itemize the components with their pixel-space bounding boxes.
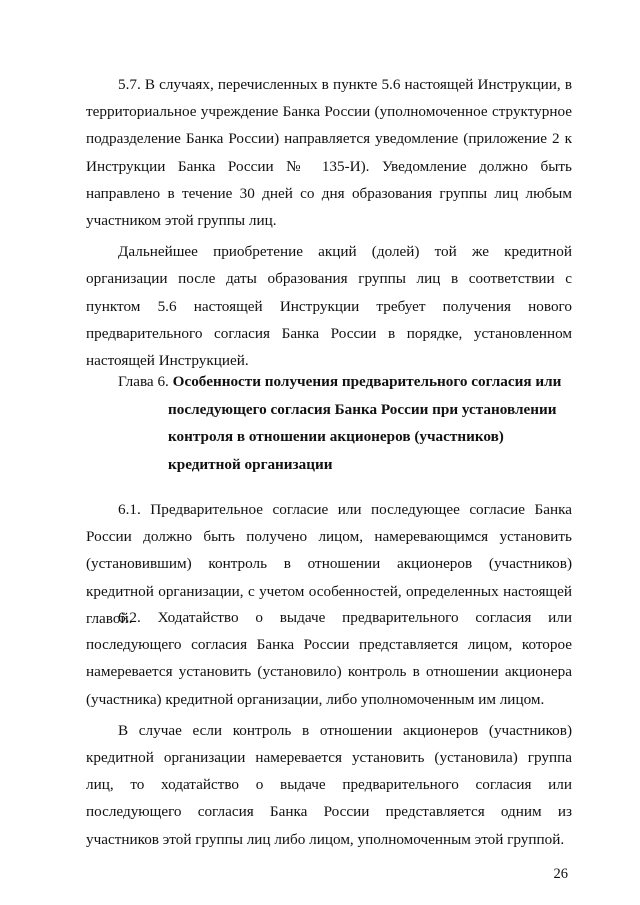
- paragraph-5-7: 5.7. В случаях, перечисленных в пункте 5.6 настоящей Инструкции, в территориальное учреждение Банка России (уполномоченное структурное подразделение Банка России) направляется уведомление (приложение 2 к Инструкции Банка России № 135-И). Уведомление должно быть направлено в течение 30 дней со дня образования группы лиц любым участником этой группы лиц.: [86, 76, 572, 230]
- chapter-title-line-1: Особенности получения предварительного согласия или: [172, 373, 562, 390]
- section-5-7: [86, 71, 572, 374]
- section-6-2: [86, 604, 572, 853]
- paragraph-6-2: 6.2. Ходатайство о выдаче предварительного согласия или последующего согласия Банка России представляется лицом, которое намеревается установить (установило) контроль в отношении акционера (участника) кредитной организации, либо уполномоченным им лицом.: [86, 609, 572, 708]
- page-number: 26: [553, 866, 568, 882]
- paragraph-6-2-continued: В случае если контроль в отношении акционеров (участников) кредитной организации намеревается установить (установила) группа лиц, то ходатайство о выдаче предварительного согласия или последующего согласия Банка России представляется одним из участников этой группы лиц либо лицом, уполномоченным этой группой.: [86, 721, 572, 848]
- chapter-title-line-4: кредитной организации: [168, 455, 333, 473]
- paragraph-6-1: 6.1. Предварительное согласие или последующее согласие Банка России должно быть получено лицом, намеревающимся установить (установившим) контроль в отношении акционеров (участников) кредитной организации, с учетом особенностей, определенных настоящей главой.: [86, 501, 572, 627]
- chapter-6-heading: [118, 368, 578, 478]
- paragraph-5-7-continued: Дальнейшее приобретение акций (долей) той же кредитной организации после даты образования группы лиц в соответствии с пунктом 5.6 настоящей Инструкции требует получения нового предварительного согласия Банка России в порядке, установленном настоящей Инструкцией.: [86, 243, 572, 370]
- chapter-title-line-2: последующего согласия Банка России при установлении: [168, 400, 557, 418]
- chapter-title-line-3: контроля в отношении акционеров (участников): [168, 428, 504, 446]
- chapter-number: Глава 6.: [118, 373, 169, 390]
